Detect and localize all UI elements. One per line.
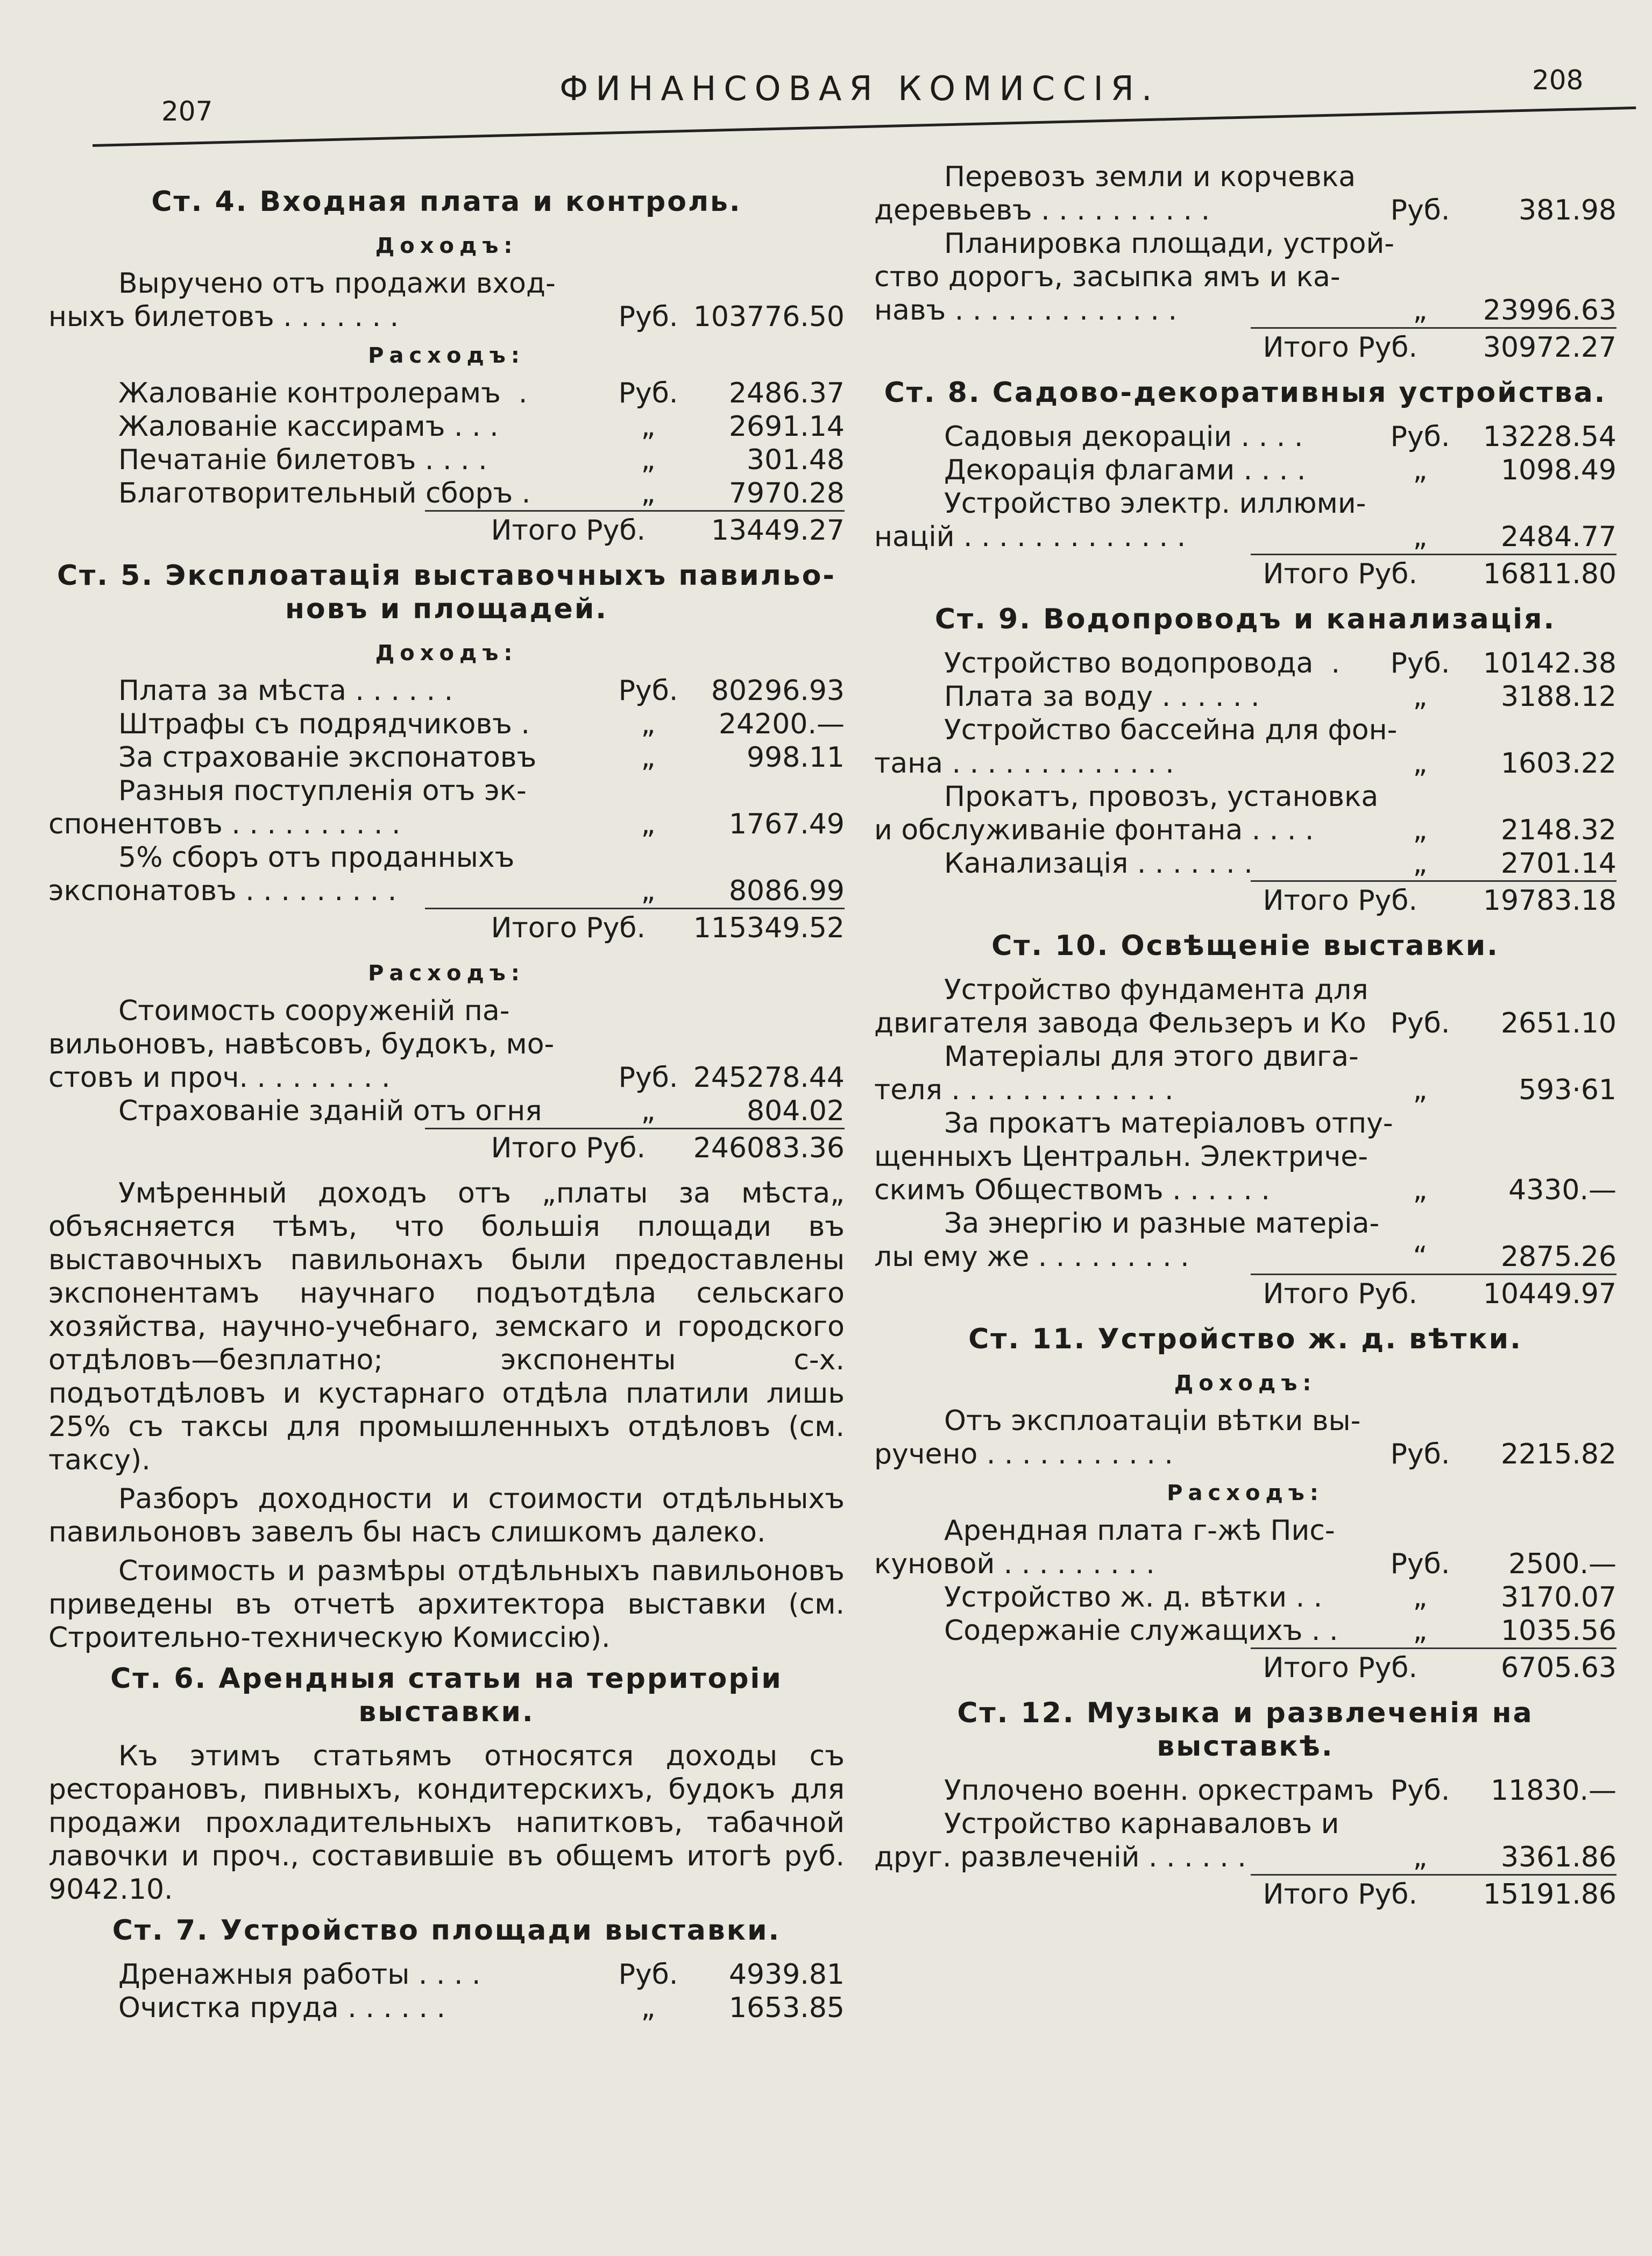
total-amount: 13449.27 [711, 514, 845, 547]
line-label: Выручено отъ продажи вход- [118, 267, 556, 300]
amount: 23996.63 [1483, 294, 1616, 327]
total-amount: 15191.86 [1483, 1878, 1616, 1911]
paragraph: Стоимость и размѣры отдѣльныхъ павильоновъ приведены въ отчетѣ архитектора выставки (см. Строительно-техническую Комиссію). [48, 1555, 845, 1654]
expense-heading: Расходъ: [368, 961, 525, 986]
income-heading: Доходъ: [375, 641, 518, 666]
line-label: щенныхъ Центральн. Электриче- [874, 1141, 1369, 1173]
section-6-title: Ст. 6. Арендныя статьи на территоріи [110, 1663, 783, 1695]
amount: 804.02 [747, 1095, 845, 1127]
line-label: ство дорогъ, засыпка ямъ и ка- [874, 261, 1341, 293]
line-label: Стоимость сооруженій па- [118, 995, 510, 1027]
total-label: Итого Руб. [1263, 1278, 1417, 1310]
page-number-left: 207 [161, 96, 213, 127]
total-row [1251, 554, 1616, 591]
line-label: друг. развлеченій . . . . . . [874, 1841, 1246, 1873]
line-label: Устройство фундамента для [944, 974, 1369, 1006]
line-label: Прокатъ, провозъ, установка [944, 781, 1379, 813]
total-amount: 6705.63 [1500, 1652, 1616, 1684]
line-label: За прокатъ матеріаловъ отпу- [944, 1107, 1393, 1140]
line-label: стовъ и проч. . . . . . . . . [48, 1062, 391, 1094]
right-column [874, 160, 1616, 1923]
total-amount: 19783.18 [1483, 885, 1616, 917]
line-label: Благотворительный сборъ . [118, 477, 531, 510]
section-7-title: Ст. 7. Устройство площади выставки. [112, 1914, 781, 1947]
line-label: Очистка пруда . . . . . . [118, 1992, 446, 2024]
amount: 3361.86 [1500, 1841, 1616, 1873]
unit: Руб. [1390, 194, 1450, 227]
line-label: Штрафы съ подрядчиковъ . [118, 708, 530, 740]
line-label: экспонатовъ . . . . . . . . . [48, 875, 397, 907]
amount: 2486.37 [728, 377, 845, 409]
section-11-title: Ст. 11. Устройство ж. д. вѣтки. [968, 1323, 1522, 1355]
amount: 13228.54 [1483, 421, 1616, 453]
line-label: Устройство карнаваловъ и [944, 1808, 1339, 1840]
amount: 2215.82 [1500, 1438, 1616, 1470]
line-label: Разныя поступленія отъ эк- [118, 775, 527, 807]
unit: „ [1413, 1581, 1428, 1614]
line-label: двигателя завода Фельзеръ и Ко [874, 1007, 1366, 1039]
section-5-title: Ст. 5. Эксплоатація выставочныхъ павильо- [56, 560, 836, 592]
income-heading: Доходъ: [375, 234, 518, 258]
line-label: навъ . . . . . . . . . . . . . [874, 294, 1178, 327]
total-label: Итого Руб. [1263, 1652, 1417, 1684]
unit: Руб. [618, 301, 678, 333]
amount: 2701.14 [1500, 847, 1616, 880]
total-label: Итого Руб. [1263, 1878, 1417, 1911]
amount: 4939.81 [728, 1958, 845, 1991]
paragraph: Умѣренный доходъ отъ „платы за мѣста„ объясняется тѣмъ, что большія площади въ выставочныхъ павильонахъ были предоставлены экспонентамъ научнаго подъотдѣла сельскаго хозяйства, научно-учебнаго, земскаго и городского отдѣловъ—безплатно; экспоненты с-х. подъотдѣловъ и кустарнаго отдѣла платили лишь 25% съ таксы для промышленныхъ отдѣловъ (см. таксу). [48, 1177, 845, 1476]
amount: 24200.— [719, 708, 845, 740]
amount: 1603.22 [1500, 747, 1616, 780]
unit: “ [1413, 1241, 1428, 1273]
line-label: Канализація . . . . . . . [944, 847, 1253, 880]
total-label: Итого Руб. [1263, 331, 1417, 364]
total-amount: 246083.36 [693, 1132, 845, 1164]
amount: 245278.44 [693, 1062, 845, 1094]
line-label: Устройство электр. иллюми- [944, 487, 1366, 520]
line-label: Печатаніе билетовъ . . . . [118, 444, 487, 476]
line-label: деревьевъ . . . . . . . . . . [874, 194, 1210, 227]
unit: „ [1413, 1174, 1428, 1206]
unit: „ [1413, 294, 1428, 327]
line-label: Устройство водопровода . [944, 647, 1340, 680]
income-heading: Доходъ: [1174, 1371, 1317, 1396]
unit: „ [1413, 454, 1428, 486]
left-column [48, 178, 845, 2025]
unit: „ [1413, 1615, 1428, 1647]
total-row [1251, 880, 1616, 917]
total-label: Итого Руб. [491, 912, 646, 944]
total-row [1251, 1647, 1616, 1685]
line-label: націй . . . . . . . . . . . . . [874, 521, 1186, 553]
total-amount: 16811.80 [1483, 558, 1616, 590]
unit: Руб. [618, 675, 678, 707]
amount: 7970.28 [728, 477, 845, 510]
total-amount: 115349.52 [693, 912, 845, 944]
amount: 2484.77 [1500, 521, 1616, 553]
section-10-title: Ст. 10. Освѣщеніе выставки. [991, 930, 1499, 962]
running-title: ФИНАНСОВАЯ КОМИССІЯ. [559, 69, 1160, 108]
total-row [425, 510, 845, 547]
unit: „ [641, 411, 656, 443]
unit: „ [641, 477, 656, 510]
line-label: Дренажныя работы . . . . [118, 1958, 481, 1991]
section-9-title: Ст. 9. Водопроводъ и канализація. [934, 603, 1556, 635]
amount: 593·61 [1519, 1074, 1616, 1106]
line-label: спонентовъ . . . . . . . . . . [48, 808, 401, 840]
unit: „ [641, 708, 656, 740]
unit: Руб. [1390, 1007, 1450, 1039]
page-number-right: 208 [1532, 65, 1584, 96]
total-label: Итого Руб. [491, 514, 646, 547]
line-label: 5% сборъ отъ проданныхъ [118, 841, 515, 874]
line-label: скимъ Обществомъ . . . . . . [874, 1174, 1270, 1206]
unit: „ [1413, 747, 1428, 780]
line-label: Плата за мѣста . . . . . . [118, 675, 453, 707]
amount: 2500.— [1508, 1548, 1616, 1580]
line-label: лы ему же . . . . . . . . . [874, 1241, 1189, 1273]
total-amount: 10449.97 [1483, 1278, 1616, 1310]
section-8-title: Ст. 8. Садово-декоративныя устройства. [884, 377, 1607, 409]
amount: 103776.50 [693, 301, 845, 333]
line-label: Матеріалы для этого двига- [944, 1041, 1359, 1073]
unit: Руб. [618, 1062, 678, 1094]
line-label: Страхованіе зданій отъ огня [118, 1095, 542, 1127]
paragraph: Къ этимъ статьямъ относятся доходы съ ресторановъ, пивныхъ, кондитерскихъ, будокъ для продажи прохладительныхъ напитковъ, табачной лавочки и проч., составившіе въ общемъ итогѣ руб. 9042.10. [48, 1740, 845, 1906]
line-label: За страхованіе экспонатовъ [118, 741, 537, 774]
line-label: Содержаніе служащихъ . . [944, 1615, 1338, 1647]
unit: Руб. [1390, 1548, 1450, 1580]
line-label: Устройство ж. д. вѣтки . . [944, 1581, 1323, 1614]
section-4-title: Ст. 4. Входная плата и контроль. [151, 186, 742, 218]
total-row [425, 908, 845, 945]
line-label: Перевозъ земли и корчевка [944, 161, 1356, 193]
unit: „ [1413, 847, 1428, 880]
unit: „ [1413, 681, 1428, 713]
section-6-title-cont: выставки. [358, 1696, 535, 1728]
amount: 3170.07 [1500, 1581, 1616, 1614]
amount: 11830.— [1491, 1774, 1616, 1807]
unit: „ [641, 444, 656, 476]
amount: 301.48 [747, 444, 845, 476]
amount: 1653.85 [728, 1992, 845, 2024]
expense-heading: Расходъ: [368, 343, 525, 368]
total-label: Итого Руб. [1263, 558, 1417, 590]
line-label: Декорація флагами . . . . [944, 454, 1306, 486]
amount: 4330.— [1508, 1174, 1616, 1206]
total-row [1251, 1874, 1616, 1911]
line-label: тана . . . . . . . . . . . . . [874, 747, 1174, 780]
line-label: Жалованіе кассирамъ . . . [118, 411, 499, 443]
line-label: Планировка площади, устрой- [944, 228, 1395, 260]
amount: 8086.99 [728, 875, 845, 907]
unit: „ [1413, 521, 1428, 553]
line-label: Садовыя декораціи . . . . [944, 421, 1303, 453]
amount: 2875.26 [1500, 1241, 1616, 1273]
expense-heading: Расходъ: [1167, 1481, 1324, 1505]
unit: Руб. [618, 1958, 678, 1991]
unit: „ [641, 808, 656, 840]
unit: Руб. [618, 377, 678, 409]
line-label: и обслуживаніе фонтана . . . . [874, 814, 1314, 846]
line-label: теля . . . . . . . . . . . . . [874, 1074, 1174, 1106]
amount: 381.98 [1519, 194, 1616, 227]
total-label: Итого Руб. [491, 1132, 646, 1164]
section-5-title-cont: новъ и площадей. [285, 593, 608, 625]
amount: 1098.49 [1500, 454, 1616, 486]
line-label: Жалованіе контролерамъ . [118, 377, 528, 409]
line-label: Устройство бассейна для фон- [944, 714, 1398, 746]
line-label: вильоновъ, навѣсовъ, будокъ, мо- [48, 1028, 555, 1060]
unit: „ [1413, 1841, 1428, 1873]
amount: 2651.10 [1500, 1007, 1616, 1039]
line-label: куновой . . . . . . . . . [874, 1548, 1155, 1580]
unit: „ [641, 1992, 656, 2024]
line-label: ныхъ билетовъ . . . . . . . [48, 301, 399, 333]
line-label: Уплочено военн. оркестрамъ [944, 1774, 1374, 1807]
unit: Руб. [1390, 1774, 1450, 1807]
unit: „ [641, 741, 656, 774]
amount: 80296.93 [711, 675, 845, 707]
unit: Руб. [1390, 647, 1450, 680]
amount: 2691.14 [728, 411, 845, 443]
total-label: Итого Руб. [1263, 885, 1417, 917]
line-label: Плата за воду . . . . . . [944, 681, 1260, 713]
unit: „ [1413, 1074, 1428, 1106]
section-12-title: Ст. 12. Музыка и развлеченія на выставкѣ. [957, 1697, 1534, 1763]
unit: „ [641, 875, 656, 907]
paragraph: Разборъ доходности и стоимости отдѣльныхъ павильоновъ завелъ бы насъ слишкомъ далеко. [48, 1483, 845, 1548]
unit: „ [641, 1095, 656, 1127]
amount: 2148.32 [1500, 814, 1616, 846]
unit: Руб. [1390, 421, 1450, 453]
line-label: Арендная плата г-жѣ Пис- [944, 1515, 1335, 1547]
line-label: Отъ эксплоатаціи вѣтки вы- [944, 1405, 1361, 1437]
unit: Руб. [1390, 1438, 1450, 1470]
total-amount: 30972.27 [1483, 331, 1616, 364]
amount: 1035.56 [1500, 1615, 1616, 1647]
total-row [1251, 327, 1616, 364]
amount: 10142.38 [1483, 647, 1616, 680]
amount: 3188.12 [1500, 681, 1616, 713]
header-rule [93, 107, 1636, 147]
total-row [425, 1128, 845, 1165]
amount: 1767.49 [728, 808, 845, 840]
line-label: ручено . . . . . . . . . . . [874, 1438, 1173, 1470]
amount: 998.11 [747, 741, 845, 774]
unit: „ [1413, 814, 1428, 846]
total-row [1251, 1274, 1616, 1311]
line-label: За энергію и разные матеріа- [944, 1207, 1380, 1240]
